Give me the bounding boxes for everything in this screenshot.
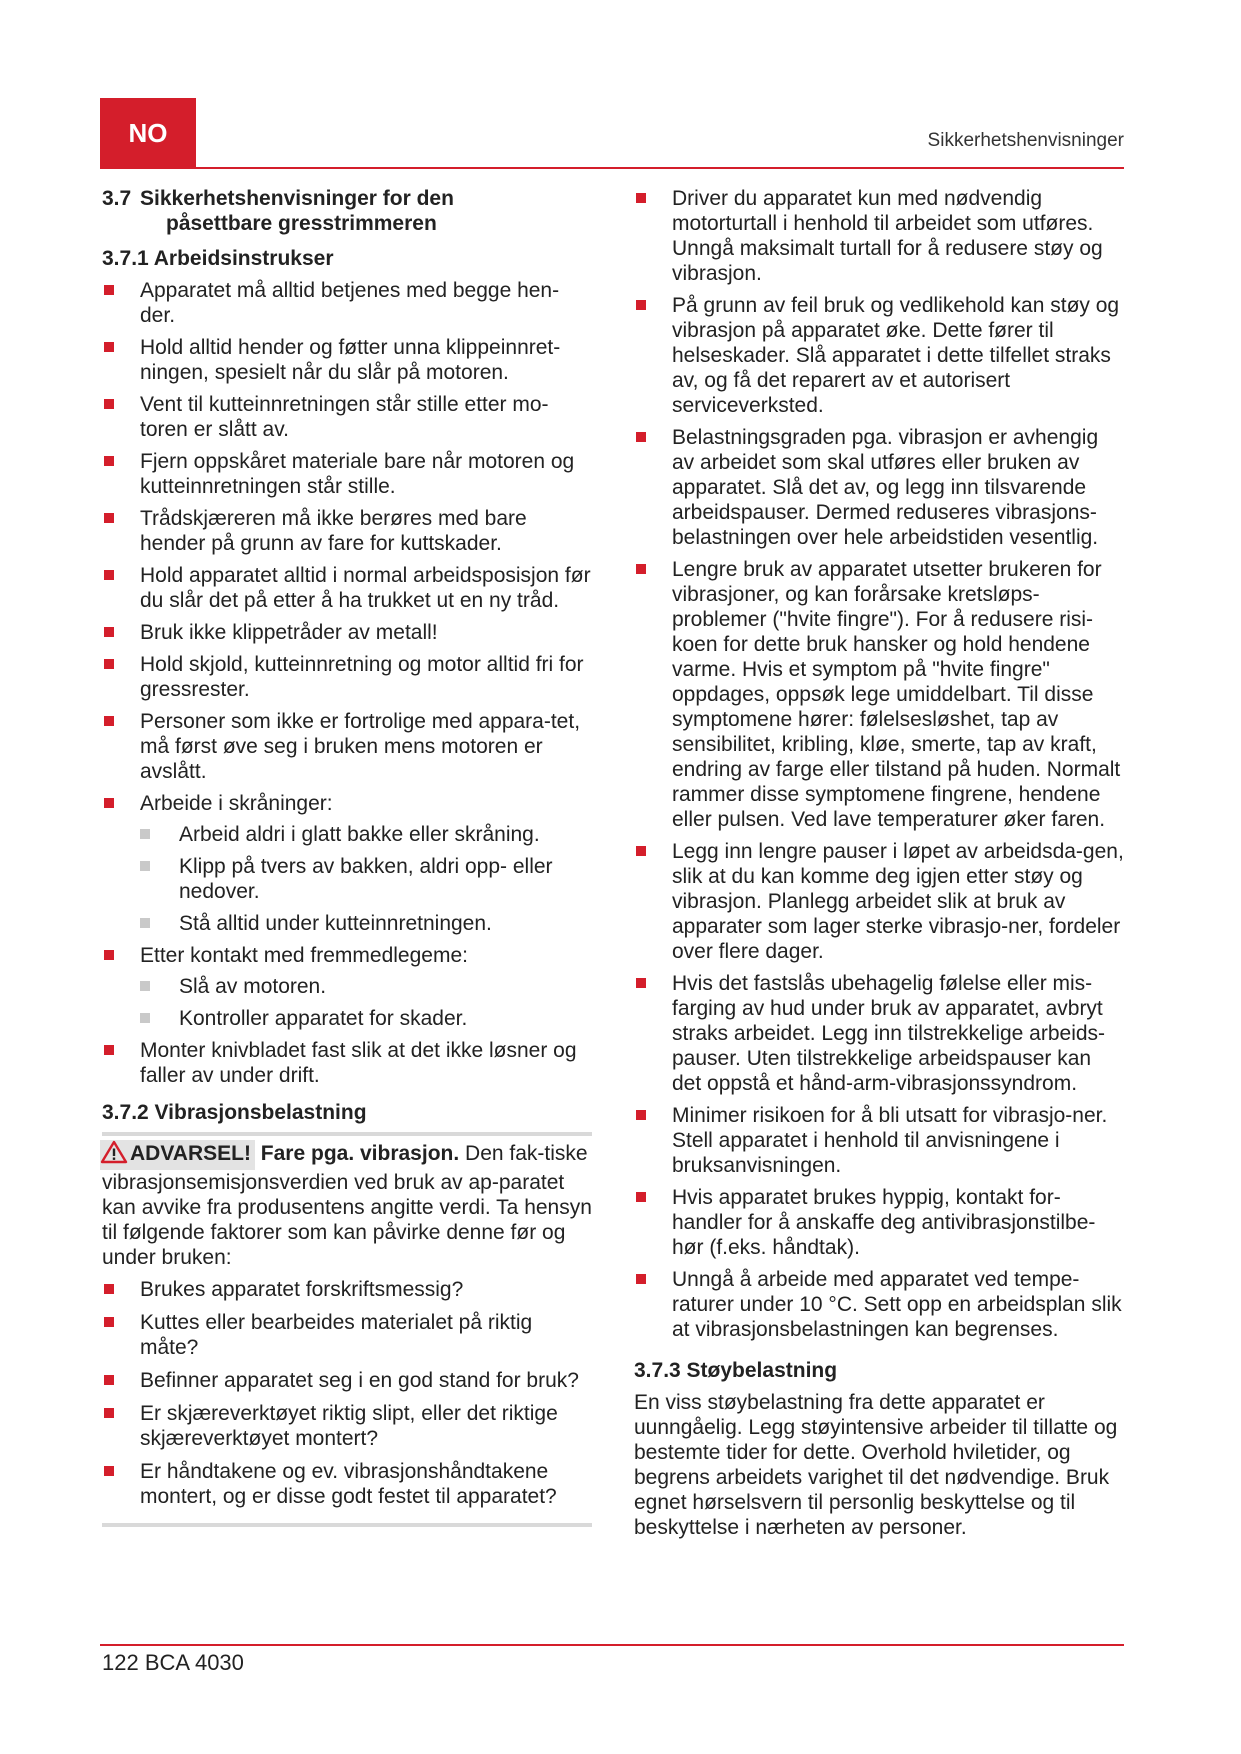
list-item-label: Etter kontakt med fremmedlegeme: (140, 944, 468, 967)
sub-list-item: Kontroller apparatet for skader. (140, 1006, 592, 1031)
noise-paragraph: En viss støybelastning fra dette apparatet er uunngåelig. Legg støyintensive arbeider til tillatte og bestemte tider for dette. Overhold hviletider, og begrens arbeidets varighet til det nødvendige. Bruk egnet hørselsvern til personlig beskyttelse og til beskyttelse i nærheten av personer. (634, 1391, 1118, 1539)
warning-paragraph (102, 1140, 592, 1270)
list-item-label: Arbeide i skråninger: (140, 792, 333, 815)
list-item: Hvis det fastslås ubehagelig følelse eller mis-farging av hud under bruk av apparatet, avbryt straks arbeidet. Legg inn tilstrekkelige arbeids-pauser. Uten tilstrekkelige arbeidspauser kan det oppstå et hånd-arm-vibrasjonssyndrom. (634, 971, 1126, 1096)
footer-rule (100, 1644, 1124, 1646)
list-item: Vent til kutteinnretningen står stille etter mo-toren er slått av. (102, 392, 592, 442)
sub-list-item: Arbeid aldri i glatt bakke eller skråning. (140, 822, 592, 847)
list-item: Hvis apparatet brukes hyppig, kontakt for-handler for å anskaffe deg antivibrasjonstilbe-hør (f.eks. håndtak). (634, 1185, 1126, 1260)
header-rule (100, 167, 1124, 169)
slopes-sublist (140, 822, 592, 936)
work-instructions-list (102, 278, 592, 1088)
list-item: Personer som ikke er fortrolige med appara-tet, må først øve seg i bruken mens motoren er avslått. (102, 709, 592, 784)
section-3-7-heading (102, 186, 592, 236)
footer-page-ref: 122 BCA 4030 (102, 1650, 244, 1675)
list-item: Er skjæreverktøyet riktig slipt, eller det riktige skjæreverktøyet montert? (102, 1401, 592, 1451)
vibration-factors-list (102, 1277, 592, 1509)
list-item: Hold skjold, kutteinnretning og motor alltid fri for gressrester. (102, 652, 592, 702)
list-item: Driver du apparatet kun med nødvendig motorturtall i henhold til arbeidet som utføres. Unngå maksimalt turtall for å redusere støy og vibrasjon. (634, 186, 1126, 286)
list-item-foreign-body (102, 943, 592, 1031)
section-3-7-3-heading: 3.7.3 Støybelastning (634, 1359, 838, 1382)
list-item: Brukes apparatet forskriftsmessig? (102, 1277, 592, 1302)
section-title-line2: påsettbare gresstrimmeren (166, 212, 437, 235)
list-item: Unngå å arbeide med apparatet ved tempe-raturer under 10 °C. Sett opp en arbeidsplan slik at vibrasjonsbelastningen kan begrenses. (634, 1267, 1126, 1342)
warning-label (100, 1140, 255, 1170)
section-3-7-1-heading: 3.7.1 Arbeidsinstrukser (102, 247, 334, 270)
list-item: Fjern oppskåret materiale bare når motoren og kutteinnretningen står stille. (102, 449, 592, 499)
list-item: Trådskjæreren må ikke berøres med bare hender på grunn av fare for kuttskader. (102, 506, 592, 556)
warning-label-text: ADVARSEL! (130, 1142, 251, 1165)
left-column (102, 186, 592, 1545)
list-item: Kuttes eller bearbeides materialet på riktig måte? (102, 1310, 592, 1360)
warning-headline: Fare pga. vibrasjon. (260, 1142, 460, 1165)
warning-triangle-icon (100, 1140, 128, 1170)
section-title-line1: Sikkerhetshenvisninger for den (140, 187, 454, 210)
list-item: Monter knivbladet fast slik at det ikke løsner og faller av under drift. (102, 1038, 592, 1088)
section-number: 3.7 (102, 187, 132, 210)
list-item: Apparatet må alltid betjenes med begge hen-der. (102, 278, 592, 328)
header-section-title: Sikkerhetshenvisninger (927, 130, 1124, 151)
list-item: Belastningsgraden pga. vibrasjon er avhengig av arbeidet som skal utføres eller bruken av apparatet. Slå det av, og legg inn tilsvarende arbeidspauser. Dermed reduseres vibrasjons-belastningen over hele arbeidstiden vesentlig. (634, 425, 1126, 550)
list-item: Befinner apparatet seg i en god stand for bruk? (102, 1368, 592, 1393)
list-item: Lengre bruk av apparatet utsetter brukeren for vibrasjoner, og kan forårsake kretsløps-problemer ("hvite fingre"). For å redusere risi-koen for dette bruk hansker og hold hendene varme. Hvis et symptom på "hvite fingre" oppdages, oppsøk lege umiddelbart. Til disse symptomene hører: følelsesløshet, tap av sensibilitet, kribling, kløe, smerte, tap av kraft, endring av farge eller tilstand på huden. Normalt rammer disse symptomene fingrene, hendene eller pulsen. Ved lave temperaturer øker faren. (634, 557, 1126, 832)
list-item: Bruk ikke klippetråder av metall! (102, 620, 592, 645)
list-item: Hold alltid hender og føtter unna klippeinnret-ningen, spesielt når du slår på motoren. (102, 335, 592, 385)
sub-list-item: Stå alltid under kutteinnretningen. (140, 911, 592, 936)
warning-box (102, 1132, 592, 1527)
list-item: Legg inn lengre pauser i løpet av arbeidsda-gen, slik at du kan komme deg igjen etter støy og vibrasjon. Planlegg arbeidet slik at bruk av apparater som lager sterke vibrasjo-ner, fordeler over flere dager. (634, 839, 1126, 964)
sub-list-item: Klipp på tvers av bakken, aldri opp- eller nedover. (140, 854, 592, 904)
list-item: Hold apparatet alltid i normal arbeidsposisjon før du slår det på etter å ha trukket ut en ny tråd. (102, 563, 592, 613)
list-item: Er håndtakene og ev. vibrasjonshåndtakene montert, og er disse godt festet til apparatet? (102, 1459, 592, 1509)
language-tab: NO (100, 98, 196, 168)
list-item: Minimer risikoen for å bli utsatt for vibrasjo-ner. Stell apparatet i henhold til anvisningene i bruksanvisningen. (634, 1103, 1126, 1178)
right-column (634, 186, 1126, 1540)
sub-list-item: Slå av motoren. (140, 974, 592, 999)
warning-text: Den fak-tiske vibrasjonsemisjonsverdien ved bruk av ap-paratet kan avvike fra produsentens angitte verdi. Ta hensyn til følgende faktorer som kan påvirke denne før og under bruken: (102, 1142, 592, 1269)
foreign-body-sublist (140, 974, 592, 1031)
list-item: På grunn av feil bruk og vedlikehold kan støy og vibrasjon på apparatet øke. Dette fører til helseskader. Slå apparatet i dette tilfellet straks av, og få det reparert av et autorisert serviceverksted. (634, 293, 1126, 418)
section-3-7-2-heading: 3.7.2 Vibrasjonsbelastning (102, 1101, 367, 1124)
vibration-items-list (634, 186, 1126, 1342)
list-item-slopes (102, 791, 592, 936)
